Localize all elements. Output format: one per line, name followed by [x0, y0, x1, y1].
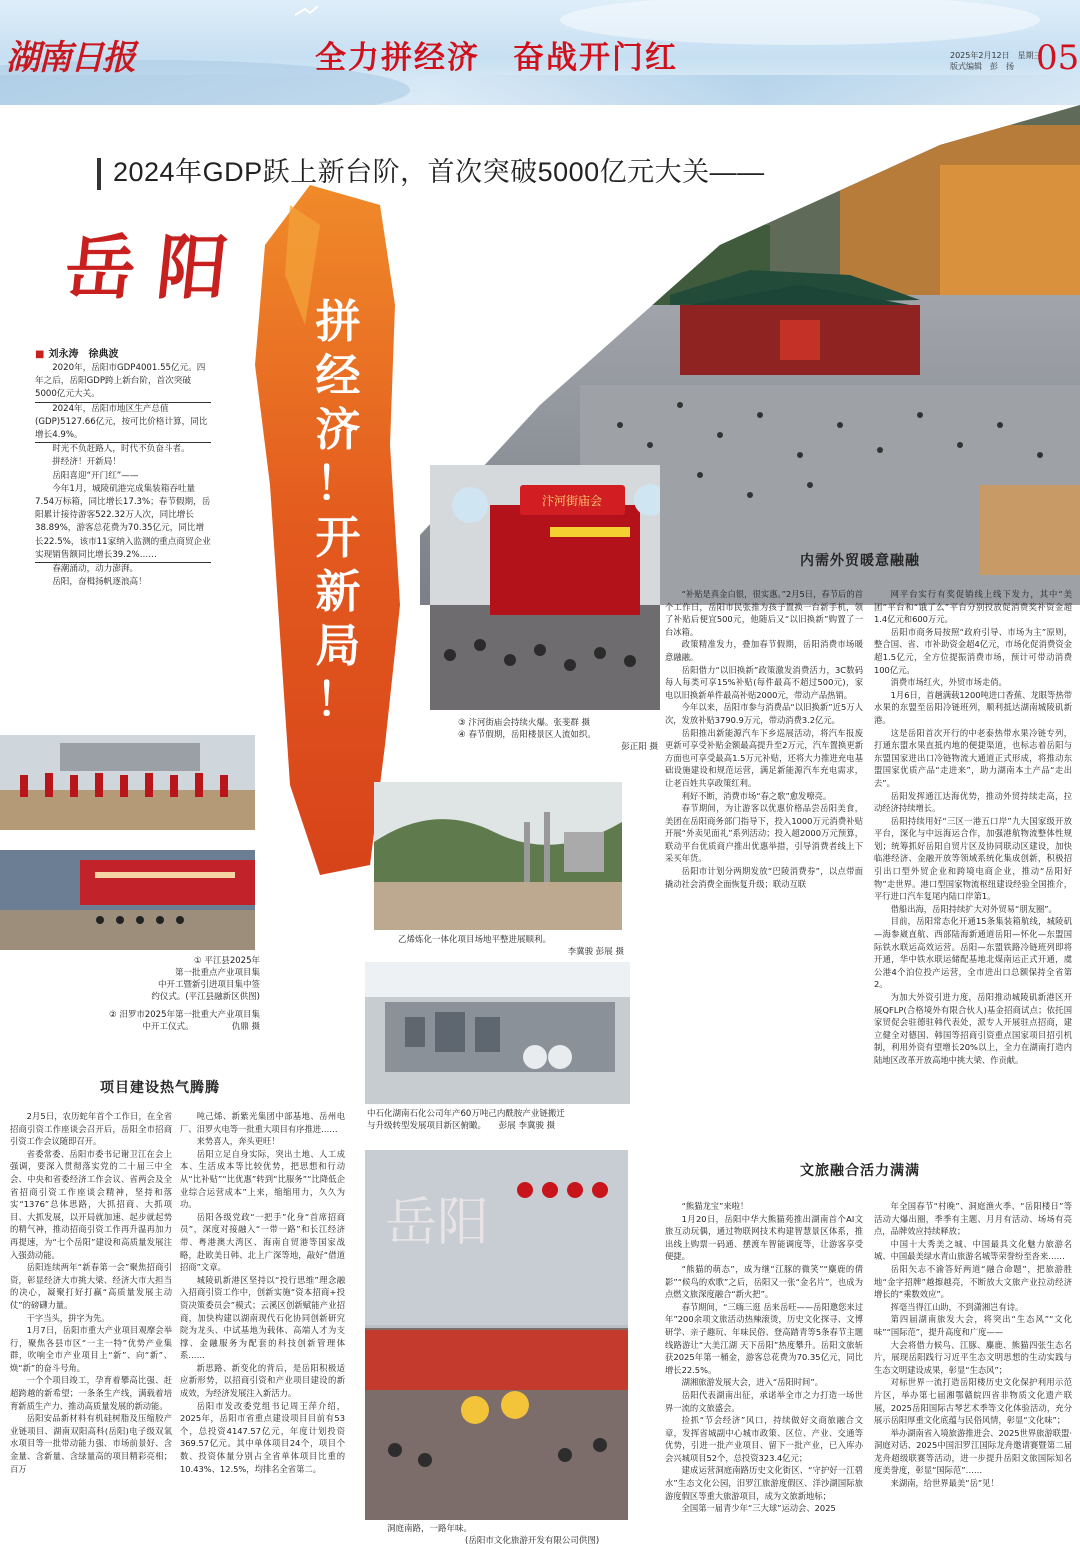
paragraph: 今年以来，岳阳市参与消费品“以旧换新”近5万人次，发放补贴3790.9万元，带动消费3.2亿元。 [665, 702, 863, 725]
paragraph: 挥毫当得江山助，不到潇湘岂有诗。 [890, 1301, 1024, 1312]
paragraph: 这是岳阳首次开行的中老泰热带水果冷链专列，打通东盟水果直抵内地的便捷渠道，也标志着岳阳与东盟国家进出口冷链物流大通道正式形成，将推动东盟国家优质产品“走进来”，助力湖南本土产品“走出去”。 [874, 727, 1072, 788]
paragraph: 第四届湖南旅发大会，将突出“生态风”“文化味”“国际范”，提升高度和广度—— [874, 1314, 1072, 1337]
caption-line: 中开工仪式。 仇鼎 摄 [142, 1022, 260, 1032]
paragraph: “补贴是真金白银，很实惠。”2月5日，春节后的首个工作日，岳阳市民张推为孩子置换一台新手机，领了补贴后便宜500元，他随后又“以旧换新”购置了一台冰箱。 [665, 589, 863, 637]
paragraph: 建成运营洞庭南路历史文化街区、“守护好一江碧水”生态文化公园，汨罗江旅游度假区、洋沙湖国际旅游度假区等重大旅游项目，成为文旅新地标； [665, 1465, 863, 1501]
intro-paragraph: 2020年，岳阳市GDP4001.55亿元。四年之后，岳阳GDP跨上新台阶，首次突破5000亿元大关。 [35, 362, 211, 403]
sinopec-aerial-scene [365, 962, 630, 1104]
paragraph: 岳阳推出新能源汽车下乡巡展活动，将汽车报废更新可享受补贴金额最高提升至2万元，汽车置换更新方面也可享受最高1.5万元补贴，还将大力推进充电基础设施建设和规范运营，满足新能源汽车充电需求，让老百姓共享政策红利。 [665, 727, 863, 788]
layout-editor: 版式编辑 彭 扬 [950, 62, 1014, 71]
sinopec-aerial-photo [365, 962, 630, 1104]
headline-marker [97, 158, 101, 190]
caption-line: 约仪式。(平江县融新区供图) [151, 992, 260, 1002]
paragraph: 1月6日，首趟满载1200吨进口香蕉、龙眼等热带水果的东盟至岳阳冷链班列，顺利抵达湖南城陵矶新港。 [874, 689, 1072, 725]
groundbreaking-photo-2 [0, 850, 255, 950]
paragraph: 目前，岳阳常态化开通15条集装箱航线，城陵矶—海参崴直航、西部陆海新通道岳阳—怀化—东盟国际铁水联运高效运营。岳阳—东盟铁路冷链班列即将开通，华中铁水联运储配基地北煤南运正式开通，虞公港4个泊位投产运营，全市进出口总额保持全省第2。 [874, 916, 1072, 990]
brush-char: 经 [315, 349, 361, 402]
paragraph: 政策精准发力，叠加春节假期，岳阳消费市场暖意融融。 [665, 639, 863, 662]
caption-credit: 李冀骏 彭展 摄 [567, 947, 624, 957]
ethylene-caption [398, 934, 624, 958]
paragraph: 省委常委、岳阳市委书记谢卫江在会上强调，要深入贯彻落实党的二十届三中全会、中央和省委经济工作会议、省两会及全省招商引资工作座谈会精神，坚持和落实“1376”总体思路，大抓招商、大抓项目、大抓发展，以开局就加速、起步就起势的精气神，推动招商引资工作再升温再加力再提速，为“七个岳阳”建设和高质量发展注入强劲动能。 [10, 1148, 172, 1260]
paragraph: 1月7日，岳阳市重大产业项目观摩会举行，聚焦各县市区“一主一特”优势产业集群，吹响全市产业项目上“新”、向“新”、焕“新”的奋斗号角。 [10, 1325, 172, 1373]
caption-line: 乙烯炼化一体化项目场地平整进展顺利。 [398, 935, 552, 945]
paragraph: 城陵矶新港区坚持以“投行思维”理念融入招商引资工作中，创新实施“资本招商+投资决策委员会”模式；云溪区创新赋能产业招商，加快构建以湖南现代石化协同创新研究院为龙头、中试基地为载体、高端人才为支撑、金融服务为配套的科技创新管理体系…… [180, 1274, 345, 1361]
paragraph: 吨己烯、新紫光集团中部基地、岳州电厂、汨罗火电等一批重大项目有序推进…… [180, 1111, 345, 1134]
paragraph: 湖湘旅游发展大会，进入“岳阳时间”。 [681, 1377, 823, 1388]
intro-paragraph: 拼经济！开新局！ [52, 457, 121, 468]
brush-char: 开 [315, 511, 361, 564]
culture-street-photo [365, 1150, 628, 1520]
sinopec-caption [367, 1108, 629, 1132]
projects-column-1 [10, 1110, 172, 1542]
paragraph: 大会将借力候鸟、江豚、麋鹿、熊猫四张生态名片，展现岳阳践行习近平生态文明思想的生动实践与生态文明建设成果，彰显“生态风”； [874, 1339, 1072, 1375]
caption-line: 与升级转型发展项目新区俯瞰。 彭展 李冀骏 摄 [367, 1121, 556, 1131]
paragraph: 网平台实行有奖促销线上线下发力，其中“美团”平台和“饿了么”平台分别投放促消费奖补资金超1.4亿元和600万元。 [874, 589, 1072, 625]
paragraph: 岳阳连续两年“新春第一会”聚焦招商引资，彰显经济大市挑大梁、经济大市大担当的决心，凝聚打好打赢“高质量发展主动仗”的磅礴力量。 [10, 1262, 172, 1310]
issue-date: 2025年2月12日 星期三 [950, 51, 1042, 60]
brush-char: 拼 [315, 295, 361, 348]
paragraph: 岳阳借力“以旧换新”政策激发消费活力，3C数码每人每类可享15%补贴(每件最高不超过500元)，家电以旧换新单件最高补贴2000元，带动产品热销。 [665, 664, 863, 700]
paragraph: 2月5日，农历蛇年首个工作日，在全省招商引资工作座谈会召开后，岳阳全市招商引资工作会议随即召开。 [10, 1111, 172, 1147]
paragraph: 借船出海，岳阳持续扩大对外贸易“朋友圈”。 [890, 903, 1057, 914]
culture-caption: 洞庭南路，一路年味。 [387, 1524, 473, 1534]
ethylene-site-scene [374, 782, 622, 930]
byline: ■ 刘永涛 徐典波 [35, 345, 118, 360]
brush-char: 济 [315, 403, 361, 456]
paragraph: 春节期间，为让游客以优惠价格品尝岳阳美食，美团在岳阳商务部门指导下，投入1000万元消费补贴开展“外卖见面礼”系列活动；投入超2000万元预算，联动平台优质商户推出优惠举措，引导消费者线上下采买年货。 [665, 803, 863, 864]
caption-line: ③ 汴河街庙会持续火爆。张斐群 摄 [458, 718, 591, 728]
groundbreaking-scene-1 [0, 735, 255, 830]
fair-banner-text: 汴河街庙会 [541, 494, 603, 508]
caption-credit: 彭正阳 摄 [621, 742, 658, 752]
paragraph: 岳阳各级党政“一把手”化身“首席招商员”，深度对接融入“一带一路”和长江经济带、粤港澳大湾区、海南自贸港等国家战略，赴欧美日韩、北上广深等地，敲好“借道招商”文章。 [180, 1211, 345, 1273]
paragraph: 全国第一届青少年“三大球”运动会、2025 [681, 1503, 836, 1514]
paragraph: 春节期间，“三嗨三逛 岳来岳旺——岳阳邀您来过年”200余项文旅活动热辣滚烫，历史文化探寻、文博研学、亲子趣玩、年味民俗、登高踏青等5条春节主题线路游让“大美江湖 天下岳阳”热度攀升。岳阳文旅斩获2025年第一桶金，游客总花费为70.35亿元，同比增长22.5%。 [665, 1301, 863, 1375]
intro-paragraph: 岳阳喜迎“开门红”—— [52, 470, 139, 481]
paragraph: 岳阳市发改委党组书记周王萍介绍，2025年，岳阳市省重点建设项目目前有53个，总投资4147.57亿元，年度计划投资369.57亿元。其中单体项目24个，项目个数、投资体量分别占全省单体项目比重的10.43%、12.5%，均排名全省第二。 [180, 1400, 345, 1474]
culture-street-scene [365, 1150, 628, 1520]
groundbreaking-scene-2 [0, 850, 255, 950]
paragraph: 干字当头，拼字为先。 [26, 1312, 110, 1323]
paragraph: “熊猫龙宝”来啦！ [681, 1201, 749, 1211]
groundbreaking-photo-1 [0, 735, 255, 830]
consumption-section-title: 内需外贸暖意融融 [800, 553, 920, 569]
paragraph: 为加大外资引进力度，岳阳推动城陵矶新港区开展QFLP(合格境外有限合伙人)基金招商试点；依托国家贸促会驻德驻韩代表处，派专人开展驻点招商，建立健全对德国、韩国等招商引资重点国家项目招引机制，利用外资有望增长20%以上，全力在湖南打造内陆地区改革开放高地中挑大梁、作贡献。 [874, 992, 1072, 1065]
brush-char: ！ [315, 457, 361, 510]
street-sign-text: 岳阳 [385, 1193, 490, 1253]
culture-credit: (岳阳市文化旅游开发有限公司供图) [465, 1536, 600, 1546]
paragraph: 来湖南，给世界最美“岳”见！ [890, 1478, 999, 1489]
caption-line: ① 平江县2025年 [194, 956, 260, 966]
projects-column-2 [180, 1110, 345, 1542]
caption-line: 第一批重点产业项目集 [174, 968, 260, 978]
intro-text [35, 362, 211, 589]
paragraph: 举办湖南省入境旅游推进会、2025世界旅游联盟·洞庭对话、2025中国汨罗江国际龙舟邀请赛暨第二届龙舟超级联赛等活动，进一步提升岳阳文旅国际知名度美誉度，彰显“国际范”…… [874, 1427, 1072, 1476]
paragraph: “熊猫的萌态”，成为继“江豚的微笑”“麋鹿的倩影”“候鸟的欢歌”之后，岳阳又一张“金名片”，也成为点燃文旅深度融合“新火把”。 [665, 1263, 863, 1300]
projects-section-title: 项目建设热气腾腾 [100, 1080, 220, 1096]
paragraph: 一个个项目竣工，孕育着攀高比强、赶超跨越的新希望；一条条生产线，满载着培育新质生产力、推动高质量发展的新动能。 [10, 1375, 172, 1411]
paragraph: 岳阳持续用好“三区一港五口岸”九大国家级开放平台，深化与中远海运合作，加强港航物流整体性规划；统筹抓好岳阳自贸片区及协同联动区建设，加快临港经济、金融开放等领域系统化集成创新，积极招引出口型外贸企业和跨境电商企业，推动“岳阳好物”走世界。港口型国家物流枢纽建设经验全国推介，平行进口汽车复尾内陆口岸第1。 [874, 815, 1072, 902]
ethylene-site-photo [374, 782, 622, 930]
temple-fair-photo [430, 465, 660, 710]
caption-line: ④ 春节假期，岳阳楼景区人流如织。 [458, 730, 596, 740]
caption-line: 中开工暨新引进项目集中签 [157, 980, 260, 990]
paragraph: 岳阳矢志不渝答好两道“融合命题”，把旅游胜地“金字招牌”越擦越亮，不断放大文旅产业拉动经济增长的“乘数效应”。 [874, 1263, 1072, 1300]
paragraph: 中国十大秀美之城、中国最具文化魅力旅游名城、中国最美绿水青山旅游名城等荣誉纷至沓来…… [874, 1238, 1072, 1262]
culture-section-title: 文旅融合活力满满 [800, 1163, 920, 1179]
paragraph: 岳阳立足自身实际，突出土地、人工成本、生活成本等比较优势，把思想和行动从“比补贴”“比优惠”转到“比服务”“比降低企业综合运营成本”上来，缩缩用力，久久为功。 [180, 1148, 345, 1210]
brush-slogan [308, 295, 368, 727]
intro-paragraph: 春潮涌动，动力澎湃。 [52, 564, 139, 575]
paragraph: 来势喜人，奔头更旺！ [196, 1136, 280, 1147]
brush-char: ！ [315, 673, 361, 726]
paragraph: 利好不断，消费市场“春之歌”愈发嘹亮。 [681, 790, 832, 801]
city-title: 岳阳 [61, 226, 254, 309]
brush-char: 新 [315, 565, 361, 618]
paragraph: 1月20日，岳阳中华大熊猫苑推出湖南首个AI文旅互动玩偶，通过物联网技术构建智慧景区体系，推出线上购票一码通、摆渡车智能调度等，让游客享受便捷。 [665, 1213, 863, 1262]
caption-line: ② 汨罗市2025年第一批重大产业项目集 [109, 1010, 260, 1020]
photo34-caption [458, 717, 658, 753]
paragraph: 岳阳发挥通江达海优势，推动外贸持续走高，拉动经济持续增长。 [874, 790, 1072, 814]
page-slogan: 全力拼经济 奋战开门红 [315, 40, 678, 76]
newspaper-logo: 湖南日报 [6, 38, 134, 78]
paragraph: 年全国春节“村晚”、洞庭渔火季、“岳阳楼日”等活动大爆出圈，季季有主题、月月有活动、场场有亮点，品牌效应持续释放； [874, 1201, 1072, 1237]
paragraph: 消费市场红火，外贸市场走俏。 [890, 677, 1007, 688]
lead-headline: 2024年GDP跃上新台阶，首次突破5000亿元大关—— [113, 157, 765, 187]
caption-line: 中石化湖南石化公司年产60万吨己内酰胺产业链搬迁 [367, 1109, 565, 1119]
intro-paragraph: 今年1月，城陵矶港完成集装箱吞吐量7.54万标箱，同比增长17.3%；春节假期，岳阳累计接待游客522.32万人次，同比增长38.89%，游客总花费为70.35亿元，同比增长22.5%，该市11家纳入监测的重点商贸企业实现销售额同比增长39.2%…… [35, 483, 211, 563]
brush-char: 局 [315, 619, 361, 672]
paragraph: 捡抓“节会经济”风口，持续做好文商旅融合文章，发挥省城副中心城市政策、区位、产业、交通等优势，引进一批产业项目、留下一批产业，已入库办会兴城项目52个，总投资323.4亿元； [665, 1415, 863, 1463]
consumption-column-1 [665, 588, 863, 958]
page-number: 05 [1036, 38, 1080, 78]
paragraph: 岳阳安品新材料有机硅树脂及压缩胶产业链项目、湖南双阳高科(岳阳)电子级双氧水项目等一批带动能力强、市场前景好、含金量、含新量、含绿量高的项目精彩亮相；百万 [10, 1413, 172, 1474]
paragraph: 新思路、新变化的背后，是岳阳积极适应新形势，以招商引资和产业项目建设的新成效，为经济发展注入新活力。 [180, 1362, 345, 1399]
intro-paragraph: 2024年，岳阳市地区生产总值(GDP)5127.66亿元，按可比价格计算，同比增长4.9%。 [35, 403, 211, 444]
intro-paragraph: 时光不负赶路人，时代不负奋斗者。 [52, 444, 190, 455]
culture-column-2 [874, 1200, 1072, 1542]
paragraph: 岳阳市商务局按照“政府引导、市场为主”原则，整合国、省、市补助资金超4亿元，市场化促消费资金超1.5亿元，全方位提振消费市场，预计可带动消费100亿元。 [874, 626, 1072, 675]
paragraph: 岳阳市计划分两期发放“巴陵消费券”，以点带面撬动社会消费全面恢复升级；联动互联 [665, 866, 863, 889]
paragraph: 对标世界一流打造岳阳楼历史文化保护利用示范片区，举办第七届湘鄂赣皖四省非物质文化遗产联展，2025岳阳国际古琴艺术季等文化体验活动，充分展示岳阳厚重文化底蕴与民俗风情，彰显“文化味”； [874, 1377, 1072, 1426]
consumption-column-2 [874, 588, 1072, 1128]
temple-fair-scene [430, 465, 660, 710]
intro-paragraph: 岳阳，奋楫扬帆逐浪高！ [52, 577, 147, 588]
paragraph: 岳阳代表湖南出征，承诺举全市之力打造一场世界一流的文旅盛会。 [665, 1389, 863, 1413]
culture-column-1 [665, 1200, 863, 1542]
photo12-caption [60, 955, 260, 1033]
